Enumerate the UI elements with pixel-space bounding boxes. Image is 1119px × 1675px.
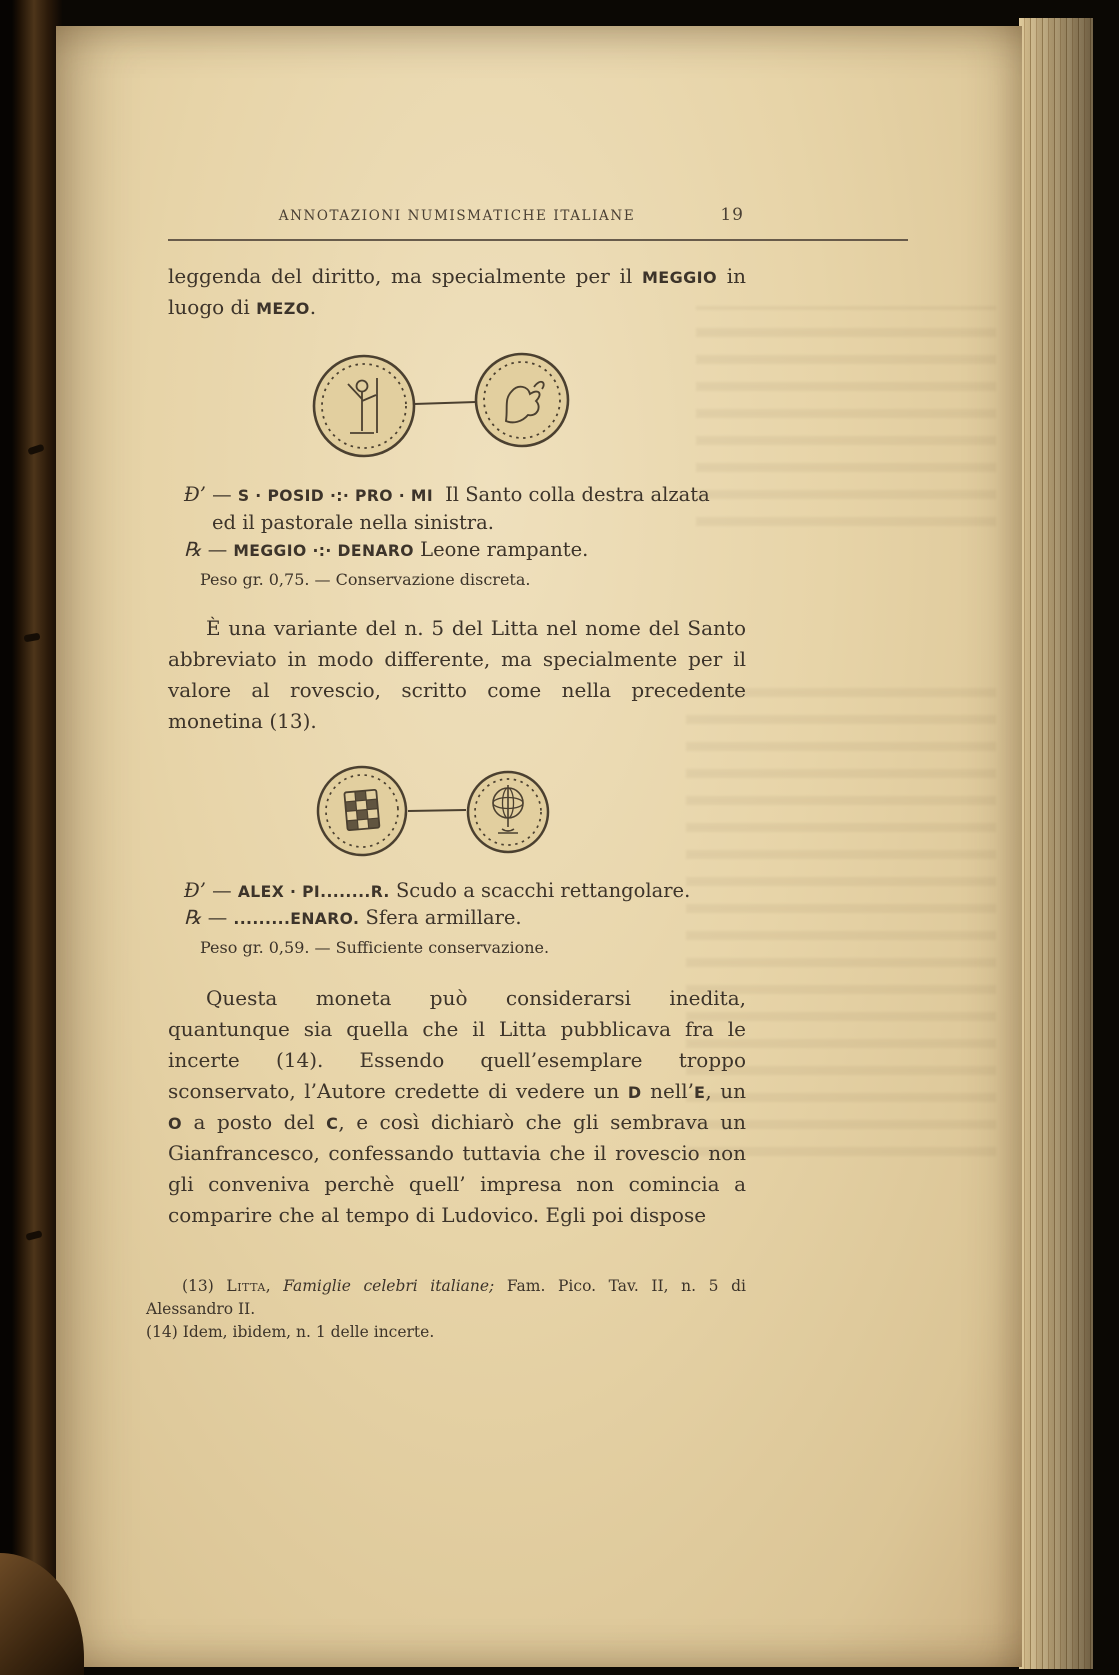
coin-armillary-sphere bbox=[468, 772, 548, 852]
page-title: ANNOTAZIONI NUMISMATICHE ITALIANE bbox=[278, 208, 636, 224]
coin-figure-2 bbox=[308, 757, 746, 865]
page-number: 19 bbox=[720, 205, 744, 225]
weight-conservation-line: Peso gr. 0,59. — Sufficiente conservazione. bbox=[200, 938, 550, 958]
footnote-13 bbox=[146, 1275, 746, 1322]
entry-obverse-continuation: ed il pastorale nella sinistra. bbox=[212, 510, 494, 534]
weight-conservation-line: Peso gr. 0,75. — Conservazione discreta. bbox=[200, 570, 531, 590]
coin-pair-engraving bbox=[308, 757, 568, 865]
inline-bold-term: MEGGIO bbox=[641, 268, 718, 287]
paragraph-text: nell’ bbox=[641, 1078, 694, 1103]
coin-figure-1 bbox=[306, 343, 746, 469]
coin-pair-engraving bbox=[306, 343, 586, 469]
coin-description: Scudo a scacchi rettangolare. bbox=[395, 878, 691, 902]
inline-bold-letter: O bbox=[168, 1113, 183, 1133]
paragraph-text: , un bbox=[705, 1078, 746, 1103]
reverse-mark: ℞ bbox=[184, 906, 202, 930]
paragraph: È una variante del n. 5 del Litta nel nome del Santo abbreviato in modo differente, ma specialmente per il valore al rovescio, scritto come nella precedente monetina (13). bbox=[168, 615, 746, 733]
paragraph-text: in luogo di bbox=[168, 264, 747, 319]
dash: — bbox=[207, 906, 228, 930]
paragraph-text: leggenda del diritto, ma specialmente per il bbox=[168, 264, 642, 288]
paragraph-text: . bbox=[309, 295, 317, 319]
coin-legend: S · POSID ·:· PRO · MI bbox=[237, 487, 434, 505]
entry-reverse-line bbox=[168, 904, 746, 932]
entry-obverse-line bbox=[168, 481, 746, 509]
footnote-author: Litta bbox=[226, 1276, 266, 1295]
dash: — bbox=[212, 483, 232, 506]
coin-description: Sfera armillare. bbox=[365, 906, 522, 930]
reverse-mark: ℞ bbox=[184, 538, 202, 562]
inline-bold-letter: E bbox=[693, 1082, 706, 1102]
entry-reverse-line bbox=[168, 536, 746, 564]
coin-lion-rampant bbox=[476, 354, 568, 446]
running-header bbox=[168, 205, 746, 230]
paragraph-text: , e così dichiarò che gli sembrava un Gianfrancesco, confessando tuttavia che il rovescio non gli conveniva perchè quell’ impresa non comincia a comparire che al tempo di Ludovico. Egli poi dispose bbox=[168, 1109, 746, 1227]
paragraph-text: a posto del bbox=[182, 1109, 327, 1134]
header-rule bbox=[168, 239, 908, 241]
coin-legend: MEGGIO ·:· DENARO bbox=[233, 542, 414, 561]
footnote-text: , bbox=[265, 1276, 271, 1295]
footnote-14: (14) Idem, ibidem, n. 1 delle incerte. bbox=[146, 1323, 435, 1342]
inline-bold-letter: D bbox=[627, 1082, 642, 1102]
coin-legend: ALEX · PI........R. bbox=[237, 882, 390, 901]
printed-text-block bbox=[146, 205, 747, 1344]
paragraph-text: Questa moneta può considerarsi inedita, quantunque sia quella che il Litta pubblicava fra le incerte (14). Essendo quell’esemplare troppo sconservato, l’Autore credette di vedere un bbox=[168, 985, 746, 1103]
coin-saint-standing bbox=[314, 356, 414, 456]
coin-description: Il Santo colla destra alzata bbox=[445, 483, 710, 506]
inline-bold-term: MEZO bbox=[256, 299, 310, 318]
page-edge-stack bbox=[1019, 18, 1093, 1669]
book-spine bbox=[0, 0, 62, 1675]
entry-obverse-line bbox=[168, 877, 746, 905]
coin-legend: .........ENARO. bbox=[233, 910, 360, 929]
dash: — bbox=[207, 538, 228, 562]
coin-description: Leone rampante. bbox=[420, 538, 589, 562]
obverse-mark: Đ’ bbox=[184, 483, 206, 506]
paragraph bbox=[168, 261, 746, 323]
inline-bold-letter: C bbox=[326, 1113, 339, 1133]
coin-checkered-shield bbox=[314, 763, 409, 858]
dash: — bbox=[212, 878, 232, 902]
obverse-mark: Đ’ bbox=[184, 878, 206, 902]
footnote-number: (13) bbox=[182, 1276, 214, 1295]
footnote-text: Fam. Pico. Tav. II, n. 5 di Alessandro II. bbox=[146, 1276, 746, 1318]
footnote-work-title: Famiglie celebri italiane; bbox=[283, 1276, 495, 1295]
paragraph bbox=[168, 983, 746, 1231]
